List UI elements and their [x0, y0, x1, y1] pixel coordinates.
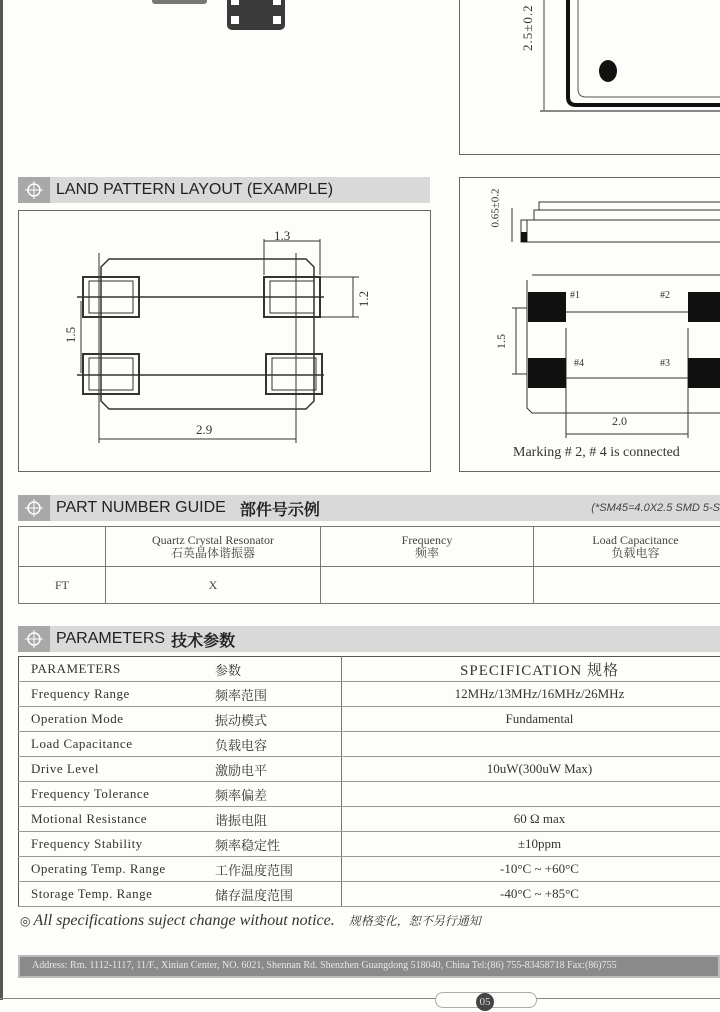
package-top-view-box	[459, 0, 720, 155]
param-spec: 12MHz/13MHz/16MHz/26MHz	[342, 682, 720, 707]
param-name: Operating Temp. Range	[19, 857, 206, 882]
table-row	[19, 832, 720, 857]
bottom-rule	[0, 998, 720, 999]
param-spec: Fundamental	[342, 707, 720, 732]
pin-layout-box	[459, 177, 720, 472]
footnote-en: All specifications suject change without notice.	[33, 912, 335, 929]
param-name: Frequency Tolerance	[19, 782, 206, 807]
table-row	[19, 757, 720, 782]
param-name: Storage Temp. Range	[19, 882, 206, 907]
package-top-view-drawing	[460, 0, 720, 156]
pin1-marker-dot	[599, 60, 617, 82]
address-bar: Address: Rm. 1112-1117, 11/F., Xinian Center, NO. 6021, Shennan Rd. Shenzhen Guangdong 518040, China Tel:(86) 755-83458718 Fax:(86)755	[18, 955, 720, 978]
cell-load	[534, 567, 720, 604]
pin-label-3: #3	[660, 358, 670, 369]
param-name: Load Capacitance	[19, 732, 206, 757]
parameters-title: PARAMETERS	[56, 630, 166, 647]
header-load-capacitance: Load Capacitance	[592, 532, 679, 547]
marking-caption: Marking # 2, # 4 is connected	[513, 445, 680, 460]
header-resonator-cn: 石英晶体谐振器	[170, 545, 255, 560]
crosshair-icon	[18, 177, 50, 203]
bullet-icon: ◎	[20, 914, 34, 928]
param-name-cn: 振动模式	[205, 707, 342, 732]
parameters-header	[18, 626, 720, 652]
dim-thickness: 0.65±0.2	[489, 188, 502, 228]
part-number-table	[18, 526, 720, 604]
header-resonator: Quartz Crystal Resonator	[152, 532, 274, 547]
param-name-cn: 储存温度范围	[205, 882, 342, 907]
page-number: 05	[476, 993, 494, 1011]
param-spec: 60 Ω max	[342, 807, 720, 832]
part-number-title-cn: 部件号示例	[239, 501, 320, 519]
param-spec: SPECIFICATION 规格	[342, 657, 720, 682]
param-spec	[342, 732, 720, 757]
param-spec: 10uW(300uW Max)	[342, 757, 720, 782]
land-pattern-drawing	[19, 211, 432, 473]
table-row	[19, 882, 720, 907]
table-row	[19, 782, 720, 807]
component-photo-side	[152, 0, 207, 4]
param-name-cn: 频率范围	[205, 682, 342, 707]
footnote	[20, 912, 481, 930]
header-frequency: Frequency	[401, 532, 453, 547]
param-spec: -10°C ~ +60°C	[342, 857, 720, 882]
param-name: Operation Mode	[19, 707, 206, 732]
component-photo-bottom	[227, 0, 285, 30]
crosshair-icon	[18, 495, 50, 521]
dim-pad-height: 1.2	[356, 290, 372, 308]
param-spec: -40°C ~ +85°C	[342, 882, 720, 907]
land-pattern-title: LAND PATTERN LAYOUT (EXAMPLE)	[56, 181, 334, 198]
param-name: Motional Resistance	[19, 807, 206, 832]
land-pattern-header	[18, 177, 430, 203]
table-row	[19, 567, 720, 604]
param-name-cn: 谐振电阻	[205, 807, 342, 832]
param-spec	[342, 782, 720, 807]
crosshair-icon	[18, 626, 50, 652]
table-header-row	[19, 657, 720, 682]
cell-type: X	[106, 567, 321, 604]
param-name: Frequency Range	[19, 682, 206, 707]
parameters-table	[18, 656, 720, 907]
header-frequency-cn: 频率	[414, 545, 439, 560]
param-name: PARAMETERS	[19, 657, 206, 682]
table-row	[19, 707, 720, 732]
param-spec: ±10ppm	[342, 832, 720, 857]
dim-vertical: 1.5	[494, 334, 508, 349]
land-pattern-box	[18, 210, 431, 472]
dim-horizontal: 2.0	[612, 414, 627, 428]
cell-prefix: FT	[19, 567, 106, 604]
page-left-rule	[0, 0, 3, 1000]
param-name-cn: 参数	[205, 657, 342, 682]
parameters-title-cn: 技术参数	[171, 632, 236, 650]
param-name-cn: 工作温度范围	[205, 857, 342, 882]
param-name-cn: 负载电容	[205, 732, 342, 757]
pin-label-1: #1	[570, 290, 580, 301]
part-number-note: (*SM45=4.0X2.5 SMD 5-S	[591, 502, 720, 514]
dim-height-label: 2.5±0.2	[520, 4, 535, 51]
table-row	[19, 732, 720, 757]
param-name: Drive Level	[19, 757, 206, 782]
dim-pitch-vertical: 1.5	[63, 326, 79, 344]
part-number-title: PART NUMBER GUIDE	[56, 499, 226, 516]
param-name-cn: 激励电平	[205, 757, 342, 782]
param-name-cn: 频率偏差	[205, 782, 342, 807]
cell-frequency	[321, 567, 534, 604]
part-number-header	[18, 495, 720, 521]
table-row	[19, 682, 720, 707]
pin-label-4: #4	[574, 358, 584, 369]
footnote-cn: 规格变化，恕不另行通知	[348, 914, 481, 928]
dim-pad-width: 1.3	[274, 228, 291, 243]
table-row	[19, 857, 720, 882]
param-name: Frequency Stability	[19, 832, 206, 857]
table-header-row	[19, 527, 720, 567]
param-name-cn: 频率稳定性	[205, 832, 342, 857]
header-load-capacitance-cn: 负载电容	[611, 545, 660, 560]
pin-label-2: #2	[660, 290, 670, 301]
dim-pitch-horizontal: 2.9	[196, 422, 213, 437]
table-row	[19, 807, 720, 832]
